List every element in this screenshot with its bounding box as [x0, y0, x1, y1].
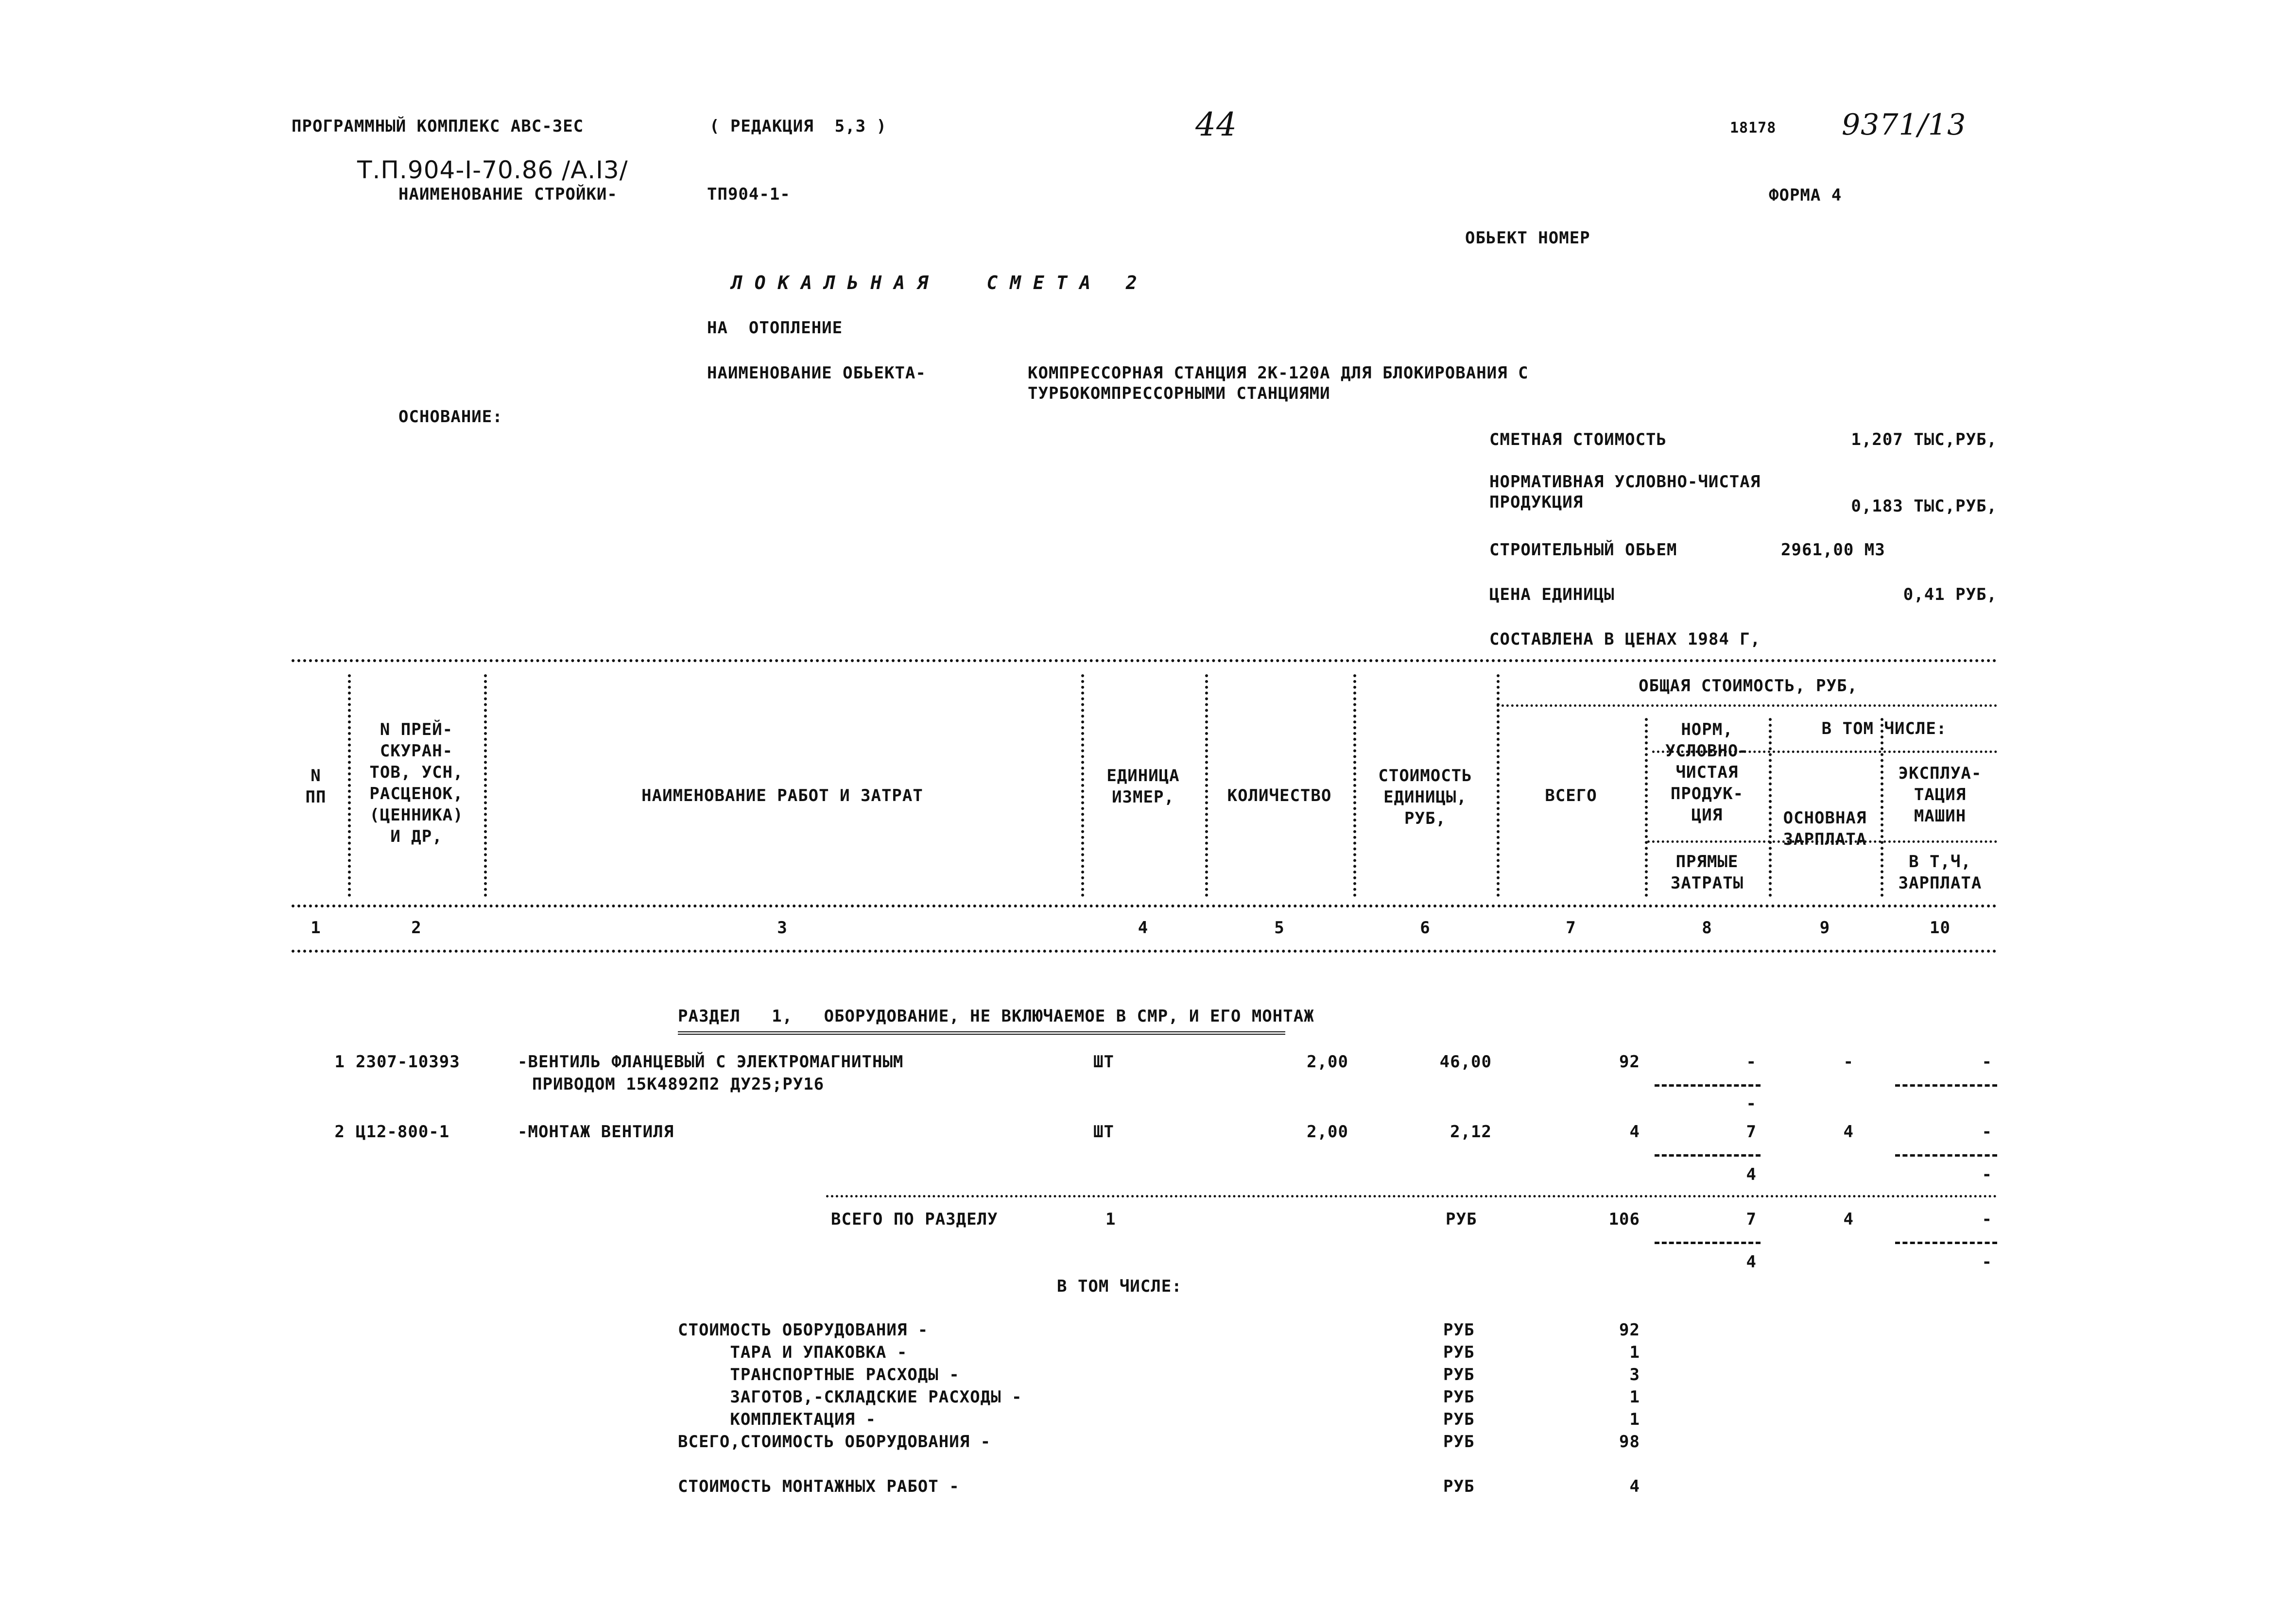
column-number: 9: [1819, 918, 1830, 938]
breakdown-value: 98: [1619, 1432, 1640, 1452]
breakdown-value: 92: [1619, 1320, 1640, 1340]
breakdown-unit: РУБ: [1443, 1432, 1475, 1452]
header-total-cost: ОБЩАЯ СТОИМОСТЬ, РУБ,: [1639, 676, 1858, 696]
breakdown-label: ТАРА И УПАКОВКА -: [678, 1343, 908, 1362]
row-code: Ц12-800-1: [356, 1122, 450, 1142]
section-total-net-production: 7: [1746, 1210, 1757, 1229]
row-name-line2: ПРИВОДОМ 15К4892П2 ДУ25;РУ16: [532, 1075, 825, 1094]
column-number: 8: [1702, 918, 1712, 938]
row-number: 1: [334, 1052, 345, 1072]
section-total-machine-salary: -: [1982, 1252, 1992, 1272]
object-name-line1: КОМПРЕССОРНАЯ СТАНЦИЯ 2К-120А ДЛЯ БЛОКИРОВАНИЯ С: [1028, 363, 1529, 383]
header-including: В ТОМ ЧИСЛЕ:: [1821, 719, 1947, 738]
row-name-line1: -МОНТАЖ ВЕНТИЛЯ: [518, 1122, 674, 1142]
normative-value: 0,183 ТЫС,РУБ,: [1851, 496, 1997, 516]
volume-value: 2961,00 М3: [1781, 540, 1885, 560]
mounting-cost-label: СТОИМОСТЬ МОНТАЖНЫХ РАБОТ -: [678, 1477, 960, 1496]
breakdown-unit: РУБ: [1443, 1343, 1475, 1362]
estimated-cost-value: 1,207 ТЫС,РУБ,: [1851, 430, 1997, 449]
row-quantity: 2,00: [1307, 1122, 1348, 1142]
row-name-line1: -ВЕНТИЛЬ ФЛАНЦЕВЫЙ С ЭЛЕКТРОМАГНИТНЫМ: [518, 1052, 904, 1072]
section-total-number: 1: [1105, 1210, 1116, 1229]
cell-divider: [1895, 1154, 1997, 1157]
row-unit-cost: 2,12: [1450, 1122, 1492, 1142]
mounting-cost-unit: РУБ: [1443, 1477, 1475, 1496]
row-net-production: -: [1746, 1052, 1757, 1072]
column-divider: [1497, 674, 1500, 897]
row-unit-cost: 46,00: [1439, 1052, 1492, 1072]
volume-label: СТРОИТЕЛЬНЫЙ ОБЬЕМ: [1489, 540, 1677, 560]
header-bottom-rule: [292, 950, 1997, 953]
normative-label-2: ПРОДУКЦИЯ: [1489, 493, 1584, 512]
document-reference: Т.П.904-I-70.86 /А.I3/: [357, 156, 628, 184]
cell-divider: [1655, 1084, 1761, 1087]
breakdown-unit: РУБ: [1443, 1387, 1475, 1407]
form-number: ФОРМА 4: [1769, 186, 1842, 205]
program-name: ПРОГРАММНЫЙ КОМПЛЕКС АВС-ЗЕС: [292, 117, 584, 136]
breakdown-unit: РУБ: [1443, 1320, 1475, 1340]
normative-label-1: НОРМАТИВНАЯ УСЛОВНО-ЧИСТАЯ: [1489, 472, 1761, 492]
row-base-salary: -: [1843, 1052, 1854, 1072]
construction-label: НАИМЕНОВАНИЕ СТРОЙКИ-: [398, 185, 618, 204]
breakdown-value: 1: [1629, 1387, 1640, 1407]
breakdown-heading: В ТОМ ЧИСЛЕ:: [1057, 1277, 1182, 1296]
row-machine-operation: -: [1982, 1122, 1992, 1142]
breakdown-label: СТОИМОСТЬ ОБОРУДОВАНИЯ -: [678, 1320, 929, 1340]
row-machine-operation: -: [1982, 1052, 1992, 1072]
section-total-unit: РУБ: [1446, 1210, 1477, 1229]
column-number: 1: [311, 918, 321, 938]
column-number: 7: [1566, 918, 1576, 938]
unit-price-label: ЦЕНА ЕДИНИЦЫ: [1489, 585, 1615, 604]
column-divider: [484, 674, 487, 897]
row-net-production: 7: [1746, 1122, 1757, 1142]
row-direct-costs: 4: [1746, 1165, 1757, 1184]
section-total-rule: [826, 1195, 1997, 1197]
header-mid-rule: [292, 905, 1997, 907]
row-unit: ШТ: [1093, 1122, 1114, 1142]
column-number: 10: [1930, 918, 1951, 938]
section-total-value: 106: [1608, 1210, 1640, 1229]
subject: НА ОТОПЛЕНИЕ: [707, 318, 843, 338]
prices-note: СОСТАВЛЕНА В ЦЕНАХ 1984 Г,: [1489, 630, 1761, 649]
breakdown-label: ЗАГОТОВ,-СКЛАДСКИЕ РАСХОДЫ -: [678, 1387, 1022, 1407]
handwritten-reference: 9371/13: [1842, 108, 1967, 142]
code: 18178: [1730, 120, 1777, 137]
breakdown-value: 1: [1629, 1410, 1640, 1429]
cell-divider: [1895, 1242, 1997, 1244]
section-title-underline: [678, 1031, 1285, 1035]
page-number: 44: [1195, 106, 1237, 143]
object-number-label: ОБЬЕКТ НОМЕР: [1465, 228, 1590, 248]
row-code: 2307-10393: [356, 1052, 460, 1072]
row-quantity: 2,00: [1307, 1052, 1348, 1072]
row-total: 4: [1629, 1122, 1640, 1142]
header-col-unit-cost: СТОИМОСТЬ ЕДИНИЦЫ, РУБ,: [1378, 766, 1472, 828]
column-number: 2: [411, 918, 422, 938]
header-col-pricelist: N ПРЕЙ- СКУРАН- ТОВ, УСН, РАСЦЕНОК, (ЦЕННИКА) И ДР,: [369, 720, 464, 846]
mounting-cost-value: 4: [1629, 1477, 1640, 1496]
cell-divider: [1655, 1154, 1761, 1157]
breakdown-label: ВСЕГО,СТОИМОСТЬ ОБОРУДОВАНИЯ -: [678, 1432, 991, 1452]
breakdown-value: 3: [1629, 1365, 1640, 1384]
row-total: 92: [1619, 1052, 1640, 1072]
cell-divider: [1655, 1242, 1761, 1244]
estimated-cost-label: СМЕТНАЯ СТОИМОСТЬ: [1489, 430, 1667, 449]
row-unit: ШТ: [1093, 1052, 1114, 1072]
breakdown-value: 1: [1629, 1343, 1640, 1362]
breakdown-label: ТРАНСПОРТНЫЕ РАСХОДЫ -: [678, 1365, 960, 1384]
section-total-base-salary: 4: [1843, 1210, 1854, 1229]
total-cost-rule: [1497, 704, 1997, 707]
header-col-number: N ПП: [305, 766, 327, 807]
section-total-direct-costs: 4: [1746, 1252, 1757, 1272]
header-col-base-salary: ОСНОВНАЯ ЗАРПЛАТА: [1783, 808, 1867, 849]
column-divider: [1205, 674, 1208, 897]
row-number: 2: [334, 1122, 345, 1142]
column-number: 6: [1420, 918, 1431, 938]
header-col-work-name: НАИМЕНОВАНИЕ РАБОТ И ЗАТРАТ: [641, 786, 923, 805]
section-total-machine-operation: -: [1982, 1210, 1992, 1229]
header-top-rule: [292, 659, 1997, 662]
row-machine-salary: -: [1982, 1165, 1992, 1184]
header-col-machine-operation: ЭКСПЛУА- ТАЦИЯ МАШИН: [1898, 764, 1982, 826]
breakdown-unit: РУБ: [1443, 1365, 1475, 1384]
header-col-quantity: КОЛИЧЕСТВО: [1227, 786, 1332, 805]
breakdown-label: КОМПЛЕКТАЦИЯ -: [678, 1410, 876, 1429]
header-col-machine-salary: В Т,Ч, ЗАРПЛАТА: [1898, 852, 1982, 893]
column-number: 3: [777, 918, 788, 938]
edition: ( РЕДАКЦИЯ 5,3 ): [709, 117, 887, 136]
section-total-label: ВСЕГО ПО РАЗДЕЛУ: [831, 1210, 998, 1229]
object-label: НАИМЕНОВАНИЕ ОБЬЕКТА-: [707, 363, 926, 383]
header-col-total: ВСЕГО: [1545, 786, 1597, 805]
breakdown-unit: РУБ: [1443, 1410, 1475, 1429]
cell-divider: [1895, 1084, 1997, 1087]
row-direct-costs: -: [1746, 1094, 1757, 1113]
object-name-line2: ТУРБОКОМПРЕССОРНЫМИ СТАНЦИЯМИ: [1028, 384, 1330, 403]
construction-value: ТП904-1-: [707, 185, 791, 204]
column-number: 4: [1138, 918, 1149, 938]
unit-price-value: 0,41 РУБ,: [1903, 585, 1997, 604]
column-number: 5: [1274, 918, 1285, 938]
document-title: Л О К А Л Ь Н А Я С М Е Т А 2: [731, 272, 1138, 293]
row-base-salary: 4: [1843, 1122, 1854, 1142]
header-col-direct-costs: ПРЯМЫЕ ЗАТРАТЫ: [1670, 852, 1744, 893]
header-col-unit: ЕДИНИЦА ИЗМЕР,: [1106, 766, 1180, 807]
section-title: РАЗДЕЛ 1, ОБОРУДОВАНИЕ, НЕ ВКЛЮЧАЕМОЕ В СМР, И ЕГО МОНТАЖ: [678, 1007, 1314, 1026]
basis-label: ОСНОВАНИЕ:: [398, 407, 503, 427]
header-col-net-production: НОРМ, УСЛОВНО- ЧИСТАЯ ПРОДУК- ЦИЯ: [1665, 720, 1749, 825]
